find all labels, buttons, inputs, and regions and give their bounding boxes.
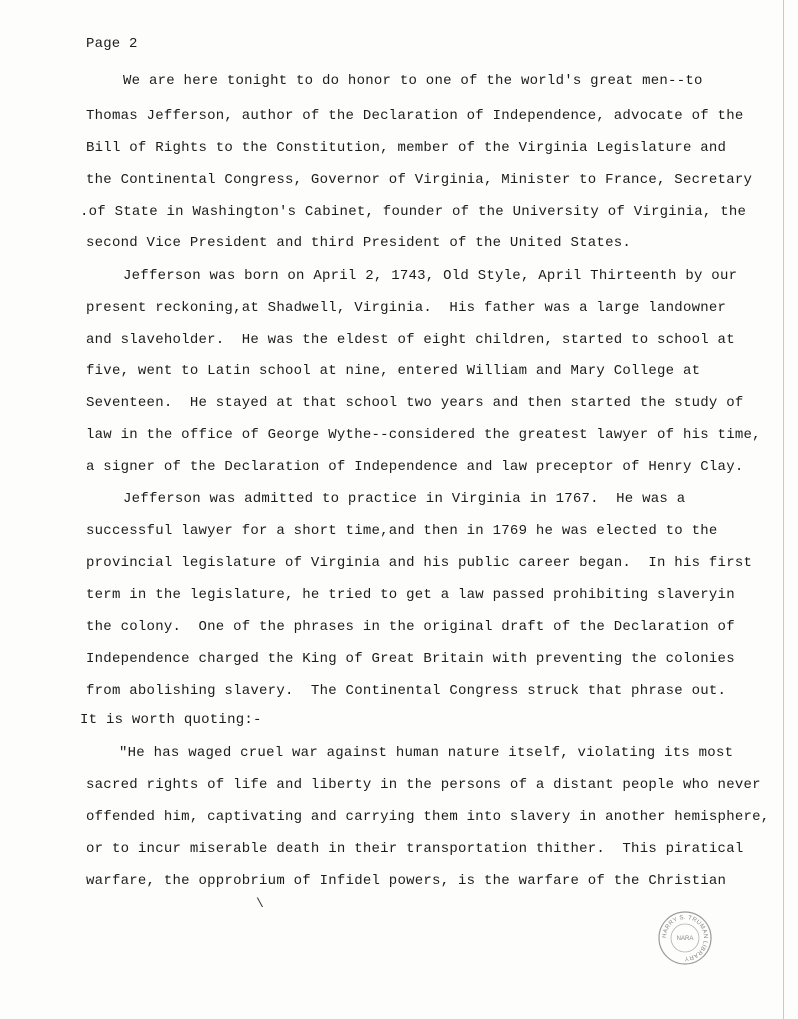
quote-line: offended him, captivating and carrying them into slavery in another hemisphere,	[86, 809, 770, 825]
text-line: law in the office of George Wythe--considered the greatest lawyer of his time,	[86, 427, 761, 443]
text-line: Independence charged the King of Great Britain with preventing the colonies	[86, 651, 735, 667]
quote-line: sacred rights of life and liberty in the persons of a distant people who never	[86, 777, 761, 793]
text-line: from abolishing slavery. The Continental Congress struck that phrase out.	[86, 683, 727, 699]
stamp-ring-text: HARRY S. TRUMAN LIBRARY	[661, 914, 709, 962]
text-line: successful lawyer for a short time,and then in 1769 he was elected to the	[86, 523, 718, 539]
page-number-label: Page 2	[86, 36, 138, 52]
text-line: a signer of the Declaration of Independence and law preceptor of Henry Clay.	[86, 459, 744, 475]
text-line: We are here tonight to do honor to one of the world's great men--to	[123, 73, 703, 89]
text-line: .of State in Washington's Cabinet, founder of the University of Virginia, the	[80, 204, 747, 220]
text-line: Thomas Jefferson, author of the Declaration of Independence, advocate of the	[86, 108, 744, 124]
text-line: present reckoning,at Shadwell, Virginia. His father was a large landowner	[86, 300, 727, 316]
quote-line: "He has waged cruel war against human nature itself, violating its most	[119, 745, 734, 761]
text-line: It is worth quoting:-	[80, 712, 262, 728]
text-line: five, went to Latin school at nine, entered William and Mary College at	[86, 363, 701, 379]
text-line: the Continental Congress, Governor of Virginia, Minister to France, Secretary	[86, 172, 753, 188]
stamp-center-text: NARA	[676, 936, 694, 942]
quote-line: or to incur miserable death in their transportation thither. This piratical	[86, 841, 744, 857]
page-edge-divider	[783, 0, 784, 1019]
library-stamp-icon	[657, 910, 713, 966]
text-line: second Vice President and third President of the United States.	[86, 235, 632, 251]
stray-mark: \	[256, 896, 264, 911]
text-line: the colony. One of the phrases in the original draft of the Declaration of	[86, 619, 735, 635]
text-line: term in the legislature, he tried to get a law passed prohibiting slaveryin	[86, 587, 735, 603]
text-line: Jefferson was born on April 2, 1743, Old Style, April Thirteenth by our	[123, 268, 738, 284]
text-line: Seventeen. He stayed at that school two years and then started the study of	[86, 395, 744, 411]
quote-line: warfare, the opprobrium of Infidel powers, is the warfare of the Christian	[86, 873, 727, 889]
text-line: and slaveholder. He was the eldest of eight children, started to school at	[86, 332, 735, 348]
text-line: provincial legislature of Virginia and his public career began. In his first	[86, 555, 753, 571]
text-line: Jefferson was admitted to practice in Virginia in 1767. He was a	[123, 491, 686, 507]
text-line: Bill of Rights to the Constitution, member of the Virginia Legislature and	[86, 140, 727, 156]
